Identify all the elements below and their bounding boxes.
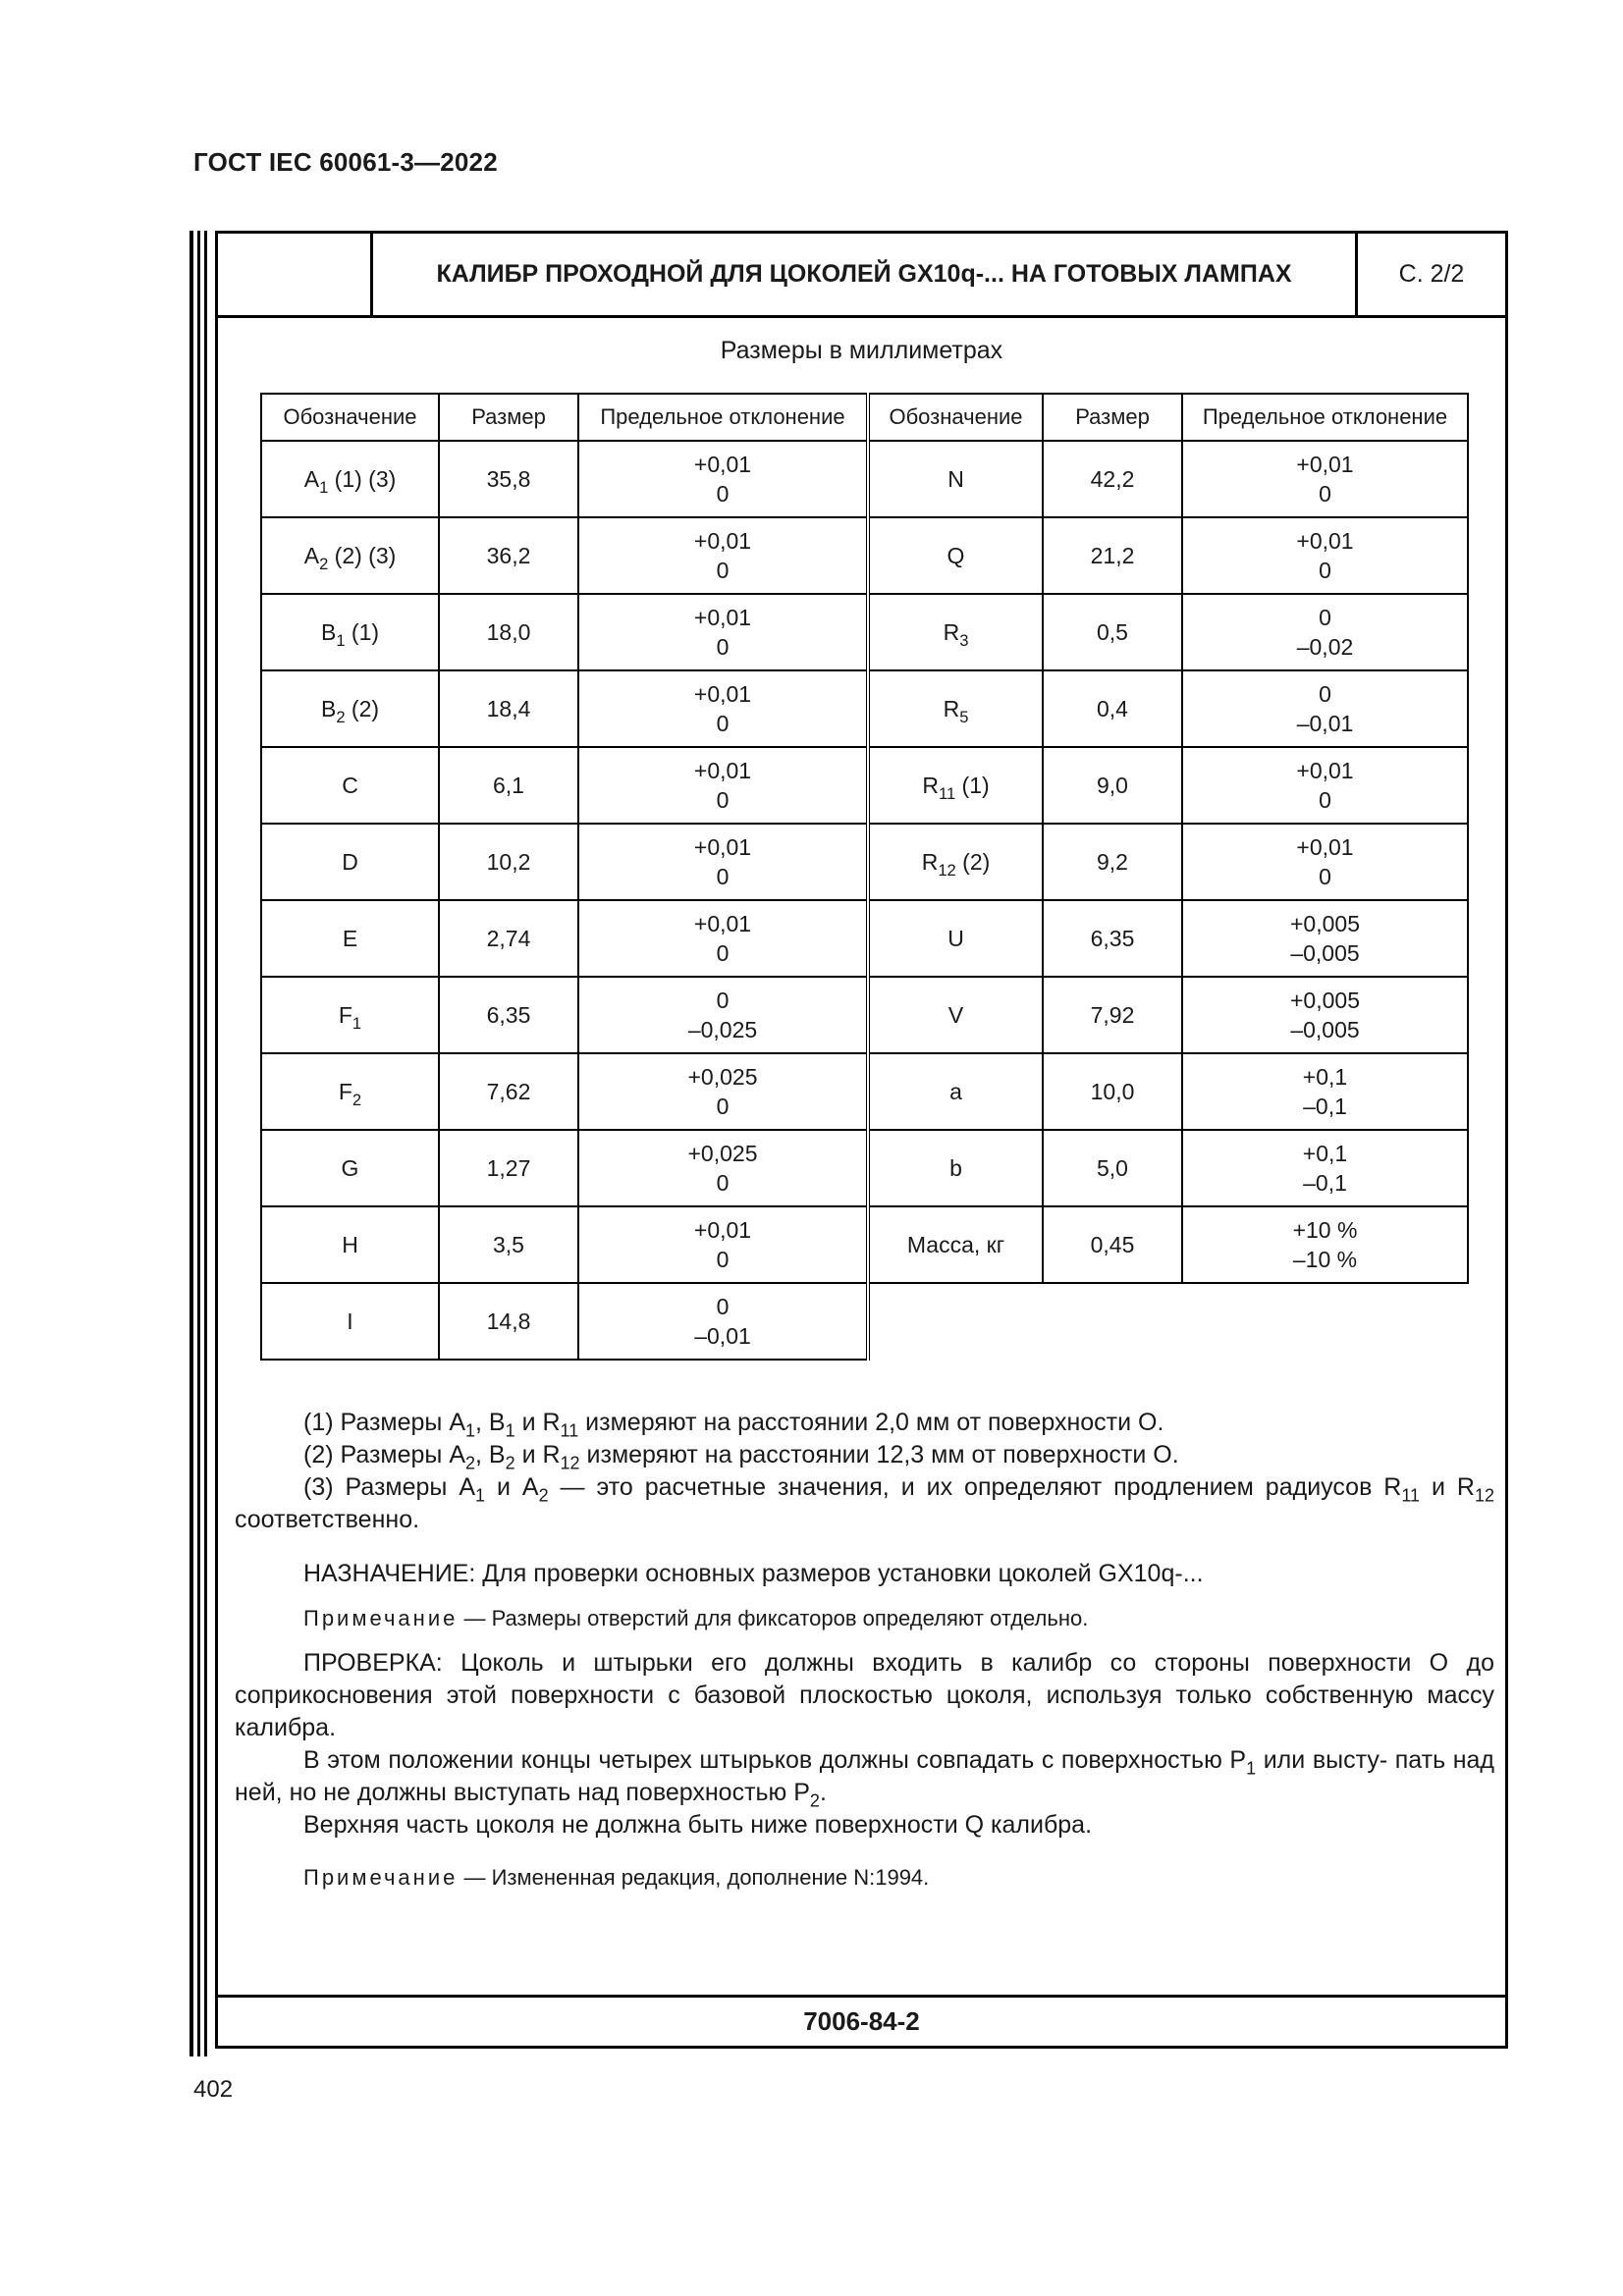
designation-cell: $A_1$ (1) (3) <box>261 441 439 517</box>
size-cell: 5,0 <box>1043 1130 1182 1206</box>
deviation-upper: +10 % <box>1292 1217 1358 1243</box>
deviation-cell <box>1182 1206 1468 1283</box>
deviation-upper: +0,01 <box>693 1217 752 1243</box>
top-paragraph: Верхняя часть цоколя не должна быть ниже поверхности Q калибра. <box>303 1811 1093 1839</box>
deviation-cell <box>1182 517 1468 594</box>
position-paragraph: В этом положении концы четырех штырьков должны совпадать с поверхностью $P_1$ или высту- пать над ней, но не должны выступать над поверхностью $P_2$. <box>235 1746 1495 1811</box>
col-header-size: Размер <box>1043 394 1182 441</box>
deviation-lower: 0 <box>716 481 730 507</box>
deviation-cell <box>578 1206 868 1283</box>
deviation-lower: –0,02 <box>1296 634 1354 660</box>
deviation-lower: –0,005 <box>1290 1017 1360 1042</box>
deviation-lower: –0,005 <box>1290 940 1360 966</box>
designation-cell: Масса, кг <box>868 1206 1043 1283</box>
deviation-upper: +0,01 <box>693 452 752 477</box>
footnote-1: (1) Размеры $A_1$, $B_1$ и $R_{11}$ измеряют на расстоянии 2,0 мм от поверхности O. <box>303 1409 1164 1441</box>
col-header-deviation: Предельное отклонение <box>1182 394 1468 441</box>
deviation-upper: +0,01 <box>693 528 752 554</box>
sheet-number: 7006-84-2 <box>218 1995 1505 2046</box>
designation-cell: $B_2$ (2) <box>261 670 439 747</box>
note-amendment: Примечание — Измененная редакция, дополнение N:1994. <box>303 1865 930 1890</box>
footnote-2: (2) Размеры $A_2$, $B_2$ и $R_{12}$ измеряют на расстоянии 12,3 мм от поверхности O. <box>303 1441 1179 1473</box>
deviation-cell <box>578 1053 868 1130</box>
designation-cell: $F_2$ <box>261 1053 439 1130</box>
size-cell: 42,2 <box>1043 441 1182 517</box>
designation-cell: $R_5$ <box>868 670 1043 747</box>
deviation-upper: 0 <box>1319 681 1331 707</box>
document-header: ГОСТ IEC 60061-3—2022 <box>193 147 498 177</box>
deviation-lower: 0 <box>1319 481 1331 507</box>
units-caption: Размеры в миллиметрах <box>720 337 1003 364</box>
deviation-lower: –10 % <box>1292 1247 1358 1272</box>
col-header-deviation: Предельное отклонение <box>578 394 868 441</box>
deviation-upper: +0,01 <box>693 758 752 783</box>
table-header-row <box>261 394 1468 441</box>
size-cell: 21,2 <box>1043 517 1182 594</box>
designation-cell: I <box>261 1283 439 1360</box>
col-header-designation: Обозначение <box>261 394 439 441</box>
designation-cell: V <box>868 977 1043 1053</box>
deviation-upper: +0,005 <box>1290 988 1360 1013</box>
deviation-upper: +0,01 <box>1296 528 1354 554</box>
size-cell: 0,45 <box>1043 1206 1182 1283</box>
designation-cell: H <box>261 1206 439 1283</box>
size-cell: 9,0 <box>1043 747 1182 824</box>
deviation-upper: 0 <box>1319 605 1331 630</box>
table-row <box>261 594 1468 670</box>
deviation-cell <box>578 517 868 594</box>
deviation-upper: +0,01 <box>1296 834 1354 860</box>
sheet-title: КАЛИБР ПРОХОДНОЙ ДЛЯ ЦОКОЛЕЙ GX10q-... НА ГОТОВЫХ ЛАМПАХ <box>436 260 1292 288</box>
deviation-lower: 0 <box>1319 787 1331 813</box>
margin-rule-3 <box>204 231 207 2056</box>
deviation-upper: +0,025 <box>687 1141 758 1166</box>
deviation-lower: 0 <box>716 711 730 736</box>
deviation-cell <box>578 594 868 670</box>
table-row <box>261 977 1468 1053</box>
deviation-cell <box>578 1130 868 1206</box>
table-row <box>261 441 1468 517</box>
deviation-cell <box>578 977 868 1053</box>
designation-cell: $F_1$ <box>261 977 439 1053</box>
size-cell: 0,5 <box>1043 594 1182 670</box>
deviation-upper: +0,1 <box>1302 1141 1348 1166</box>
deviation-cell <box>1182 670 1468 747</box>
deviation-upper: +0,01 <box>1296 452 1354 477</box>
size-cell: 6,35 <box>439 977 578 1053</box>
purpose-paragraph: НАЗНАЧЕНИЕ: Для проверки основных размеров установки цоколей GX10q-... <box>303 1560 1204 1587</box>
size-cell: 10,0 <box>1043 1053 1182 1130</box>
deviation-upper: +0,025 <box>687 1064 758 1090</box>
deviation-cell <box>1182 1053 1468 1130</box>
designation-cell: $B_1$ (1) <box>261 594 439 670</box>
deviation-cell <box>578 824 868 900</box>
deviation-lower: 0 <box>716 1247 730 1272</box>
table-row <box>261 1053 1468 1130</box>
designation-cell: N <box>868 441 1043 517</box>
deviation-lower: 0 <box>716 634 730 660</box>
size-cell: 6,1 <box>439 747 578 824</box>
col-header-designation: Обозначение <box>868 394 1043 441</box>
table-row <box>261 1283 1468 1360</box>
title-empty-cell <box>218 234 373 315</box>
designation-cell: $R_{11}$ (1) <box>868 747 1043 824</box>
size-cell: 3,5 <box>439 1206 578 1283</box>
notes-section <box>235 1407 1494 1893</box>
check-paragraph: ПРОВЕРКА: Цоколь и штырьки его должны входить в калибр со стороны поверхности O до соприкосновения этой поверхности с базовой плоскостью цоколя, используя только собственную массу калибра. <box>235 1649 1494 1741</box>
deviation-lower: 0 <box>1319 558 1331 583</box>
designation-cell: a <box>868 1053 1043 1130</box>
deviation-upper: +0,01 <box>693 911 752 936</box>
designation-cell: C <box>261 747 439 824</box>
deviation-lower: 0 <box>716 1170 730 1196</box>
designation-cell: G <box>261 1130 439 1206</box>
deviation-lower: 0 <box>716 940 730 966</box>
size-cell: 7,62 <box>439 1053 578 1130</box>
size-cell: 7,92 <box>1043 977 1182 1053</box>
table-row <box>261 1206 1468 1283</box>
table-row <box>261 517 1468 594</box>
title-row <box>218 234 1505 318</box>
deviation-cell <box>578 900 868 977</box>
deviation-upper: +0,01 <box>693 681 752 707</box>
deviation-upper: +0,01 <box>693 834 752 860</box>
deviation-cell <box>1182 594 1468 670</box>
table-row <box>261 900 1468 977</box>
deviation-cell <box>1182 1130 1468 1206</box>
size-cell: 1,27 <box>439 1130 578 1206</box>
size-cell: 10,2 <box>439 824 578 900</box>
size-cell: 18,4 <box>439 670 578 747</box>
size-cell: 6,35 <box>1043 900 1182 977</box>
designation-cell: b <box>868 1130 1043 1206</box>
deviation-lower: –0,1 <box>1303 1170 1347 1196</box>
designation-cell: D <box>261 824 439 900</box>
deviation-upper: +0,01 <box>1296 758 1354 783</box>
note-fixators: Примечание — Размеры отверстий для фиксаторов определяют отдельно. <box>303 1606 1089 1630</box>
table-row <box>261 670 1468 747</box>
deviation-lower: –0,01 <box>1296 711 1354 736</box>
deviation-cell <box>1182 441 1468 517</box>
deviation-lower: –0,01 <box>694 1323 751 1349</box>
table-row <box>261 824 1468 900</box>
designation-cell: U <box>868 900 1043 977</box>
deviation-lower: 0 <box>1319 864 1331 889</box>
designation-cell: $R_3$ <box>868 594 1043 670</box>
size-cell: 0,4 <box>1043 670 1182 747</box>
deviation-lower: –0,1 <box>1303 1094 1347 1119</box>
deviation-cell <box>578 670 868 747</box>
designation-cell: Q <box>868 517 1043 594</box>
designation-cell: E <box>261 900 439 977</box>
margin-rule-2 <box>197 231 200 2056</box>
size-cell: 2,74 <box>439 900 578 977</box>
deviation-upper: +0,01 <box>693 605 752 630</box>
deviation-lower: 0 <box>716 787 730 813</box>
empty-cell <box>868 1283 1468 1360</box>
table-row <box>261 1130 1468 1206</box>
deviation-lower: 0 <box>716 864 730 889</box>
deviation-upper: +0,1 <box>1302 1064 1348 1090</box>
deviation-cell <box>1182 824 1468 900</box>
deviation-cell <box>578 441 868 517</box>
deviation-cell <box>1182 747 1468 824</box>
size-cell: 18,0 <box>439 594 578 670</box>
page-number: 402 <box>193 2076 234 2103</box>
deviation-cell <box>578 1283 868 1360</box>
deviation-upper: 0 <box>716 1294 730 1319</box>
deviation-upper: 0 <box>716 988 730 1013</box>
table-row <box>261 747 1468 824</box>
col-header-size: Размер <box>439 394 578 441</box>
size-cell: 9,2 <box>1043 824 1182 900</box>
deviation-cell <box>1182 900 1468 977</box>
deviation-upper: +0,005 <box>1290 911 1360 936</box>
designation-cell: $A_2$ (2) (3) <box>261 517 439 594</box>
deviation-lower: 0 <box>716 558 730 583</box>
size-cell: 14,8 <box>439 1283 578 1360</box>
footnote-3: (3) Размеры $A_1$ и $A_2$ — это расчетные значения, и их определяют продлением радиусов $R_{11}$ и $R_{12}$ соответственно. <box>235 1473 1494 1533</box>
size-cell: 35,8 <box>439 441 578 517</box>
sheet-page-ref: С. 2/2 <box>1355 234 1505 315</box>
size-cell: 36,2 <box>439 517 578 594</box>
sheet-frame <box>215 231 1508 2049</box>
margin-rule-1 <box>189 231 193 2056</box>
dimensions-table <box>260 393 1469 1361</box>
deviation-cell <box>578 747 868 824</box>
deviation-lower: 0 <box>716 1094 730 1119</box>
deviation-cell <box>1182 977 1468 1053</box>
deviation-lower: –0,025 <box>687 1017 758 1042</box>
designation-cell: $R_{12}$ (2) <box>868 824 1043 900</box>
